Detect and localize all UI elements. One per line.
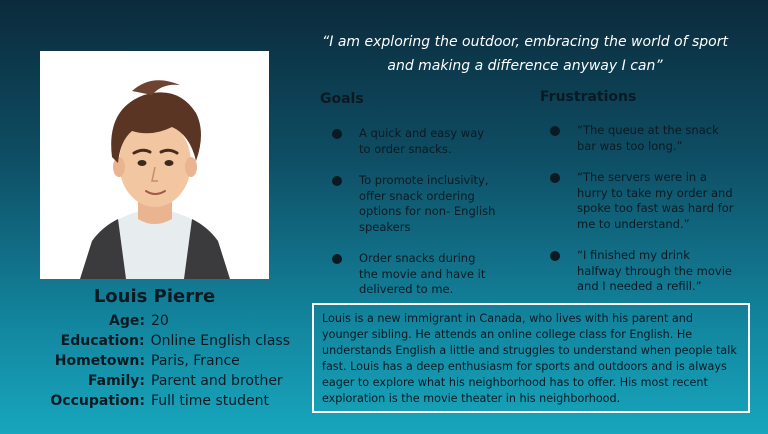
goal-item: [332, 251, 497, 298]
fact-value: Online English class: [150, 333, 290, 349]
fact-age: [40, 311, 290, 331]
goal-text: To promote inclusivity, offer snack ordering options for non- English speakers: [359, 173, 496, 234]
quote-line-1: “I am exploring the outdoor, embracing the world of sport: [322, 34, 728, 50]
goals-heading: Goals: [320, 91, 364, 107]
fact-occupation: [40, 391, 290, 411]
persona-portrait: [40, 51, 269, 279]
goal-text: A quick and easy way to order snacks.: [359, 126, 485, 156]
bullet-icon: [332, 254, 342, 264]
frustration-item: [550, 248, 735, 295]
frustration-text: “The servers were in a hurry to take my order and spoke too fast was hard for me to understand.”: [577, 170, 734, 231]
frustration-item: [550, 170, 735, 232]
bullet-icon: [550, 251, 560, 261]
fact-family: [40, 371, 290, 391]
goal-item: [332, 173, 497, 235]
fact-education: [40, 331, 290, 351]
goals-list: [332, 126, 497, 314]
goal-item: [332, 126, 497, 157]
frustrations-heading: Frustrations: [540, 89, 637, 105]
persona-bio: Louis is a new immigrant in Canada, who lives with his parent and younger sibling. He attends an online college class for English. He understands English a little and struggles to understand when people talk fast. Louis has a deep enthusiasm for sports and outdoors and is always eager to explore what his neighborhood has to offer. His most recent exploration is the movie theater in his neighborhood.: [312, 303, 750, 413]
fact-value: Paris, France: [151, 353, 240, 369]
fact-hometown: [40, 351, 290, 371]
persona-portrait-illustration: [40, 51, 269, 279]
fact-label: Age:: [109, 313, 145, 329]
persona-facts: [40, 311, 290, 411]
frustrations-list: [550, 123, 735, 311]
frustration-item: [550, 123, 735, 154]
fact-value: Full time student: [151, 393, 269, 409]
bullet-icon: [332, 176, 342, 186]
persona-quote: [310, 30, 740, 78]
fact-value: 20: [151, 313, 169, 329]
bullet-icon: [550, 126, 560, 136]
frustration-text: “I finished my drink halfway through the movie and I needed a refill.”: [577, 248, 732, 293]
fact-label: Hometown:: [54, 353, 145, 369]
fact-label: Family:: [87, 373, 145, 389]
fact-label: Education:: [60, 333, 145, 349]
frustration-text: “The queue at the snack bar was too long.”: [577, 123, 719, 153]
fact-label: Occupation:: [50, 393, 145, 409]
goal-text: Order snacks during the movie and have it delivered to me.: [359, 251, 486, 296]
persona-name: Louis Pierre: [93, 286, 216, 307]
fact-value: Parent and brother: [151, 373, 283, 389]
bullet-icon: [550, 173, 560, 183]
bullet-icon: [332, 129, 342, 139]
quote-line-2: and making a difference anyway I can”: [387, 58, 663, 74]
